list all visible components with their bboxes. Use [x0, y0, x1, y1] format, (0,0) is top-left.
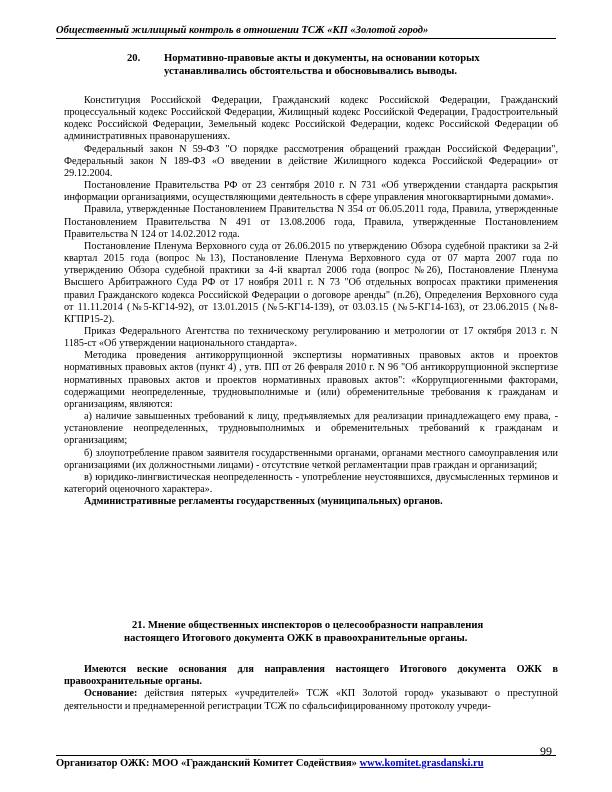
footer-rule	[56, 755, 556, 756]
basis-label: Основание:	[84, 688, 138, 700]
paragraph-item-b: б) злоупотребление правом заявителя государственными органами, органами местного самоуправления или организациями (их должностными лицами) - отсутствие четкой регламентации прав граждан и организаций;	[64, 447, 558, 471]
paragraph-federal-laws: Федеральный закон N 59-ФЗ "О порядке рассмотрения обращений граждан Российской Федерации", Федеральный закон N 189-ФЗ «О введении в действие Жилищного кодекса Российской Федерации» от 29.12.2004.	[64, 143, 558, 179]
legal-acts-list	[64, 95, 558, 508]
section-20-number: 20.	[127, 53, 141, 64]
paragraph-resolution-731: Постановление Правительства РФ от 23 сентября 2010 г. N 731 «Об утверждении стандарта раскрытия информации организациями, осуществляющими деятельность в сфере управления многоквартирными домами».	[64, 180, 558, 204]
paragraph-codes: Конституция Российской Федерации, Гражданский кодекс Российской Федерации, Гражданский процессуальный кодекс Российской Федерации, Жилищный кодекс Российской Федерации, Градостроительный кодекс Российской Федерации, Земельный кодекс Российской Федерации, кодекс Российской Федерации об административных правонарушениях.	[64, 95, 558, 143]
footer-website-link[interactable]: www.komitet.grasdanski.ru	[359, 758, 484, 769]
paragraph-methodology: Методика проведения антикоррупционной экспертизы нормативных правовых актов и проектов нормативных правовых актов (пункт 4) , утв. ПП от 26 февраля 2010 г. N 96 "Об антикоррупционной экспертизе нормативных правовых актов и проектов нормативных правовых актов": «Коррупциогенными факторами, содержащими неопределенные, трудновыполнимые и (или) обременительные требования к гражданам и организациям, являются:	[64, 350, 558, 410]
running-header: Общественный жилищный контроль в отношении ТСЖ «КП «Золотой город»	[56, 25, 429, 36]
section-21-title-line2: настоящего Итогового документа ОЖК в правоохранительные органы.	[124, 633, 468, 644]
header-rule	[56, 38, 556, 39]
paragraph-rules: Правила, утвержденные Постановлением Правительства N 354 от 06.05.2011 года, Правила, утвержденные Постановлением Правительства N 491 от 13.08.2006 года, Правила, утвержденные Постановлением Правительства N 124 от 14.02.2012 года.	[64, 204, 558, 240]
section-21-title-line1: 21. Мнение общественных инспекторов о целесообразности направления	[132, 620, 484, 631]
section-20-title-line2: устанавливались обстоятельства и обосновывались выводы.	[164, 66, 458, 77]
paragraph-supreme-court: Постановление Пленума Верховного суда от 26.06.2015 по утверждению Обзора судебной практики за 2-й квартал 2015 года (вопрос №13), Постановление Пленума Верховного суда от 07 марта 2007 года по утверждению Обзора судебной практики за 4-й квартал 2006 года (вопрос №26), Постановление Пленума Высшего Арбитражного Суда РФ от 17 ноября 2011 г. N 73 "Об отдельных вопросах практики применения правил Гражданского кодекса Российской Федерации о договоре аренды" (п.26), Определения Верховного суда от 11.11.2014 (№5-КГ14-92), от 13.01.2015 (№5-КГ14-139), от 03.03.15 (№5-КГ14-163), от 23.06.2015 (№8-КГПР15-2).	[64, 240, 558, 325]
paragraph-item-a: а) наличие завышенных требований к лицу, предъявляемых для реализации принадлежащего ему права, - установление неопределенных, трудновыполнимых и обременительных требований к гражданам и организациям;	[64, 411, 558, 447]
page-number: 99	[540, 744, 552, 758]
paragraph-admin-regulations: Административные регламенты государственных (муниципальных) органов.	[84, 496, 443, 508]
basis-text: действия пятерых «учредителей» ТСЖ «КП Золотой город» указывают о преступной деятельности и преднамеренной регистрации ТСЖ по сфальсифицированному протоколу учреди-	[64, 688, 558, 712]
conclusion-paragraph: Имеются веские основания для направления настоящего Итогового документа ОЖК в правоохранительные органы.	[64, 664, 558, 688]
footer-organizer: Организатор ОЖК: МОО «Гражданский Комитет Содействия»	[56, 758, 360, 769]
paragraph-order-1185: Приказ Федерального Агентства по техническому регулированию и метрологии от 17 октября 2013 г. N 1185-ст «Об утверждении национального стандарта».	[64, 325, 558, 350]
conclusion-block	[64, 664, 558, 713]
basis-paragraph	[64, 688, 558, 712]
footer	[56, 758, 484, 769]
section-20-title-line1: Нормативно-правовые акты и документы, на основании которых	[164, 53, 480, 64]
paragraph-item-c: в) юридико-лингвистическая неопределенность - употребление неустоявшихся, двусмысленных терминов и категорий оценочного характера».	[64, 471, 558, 495]
